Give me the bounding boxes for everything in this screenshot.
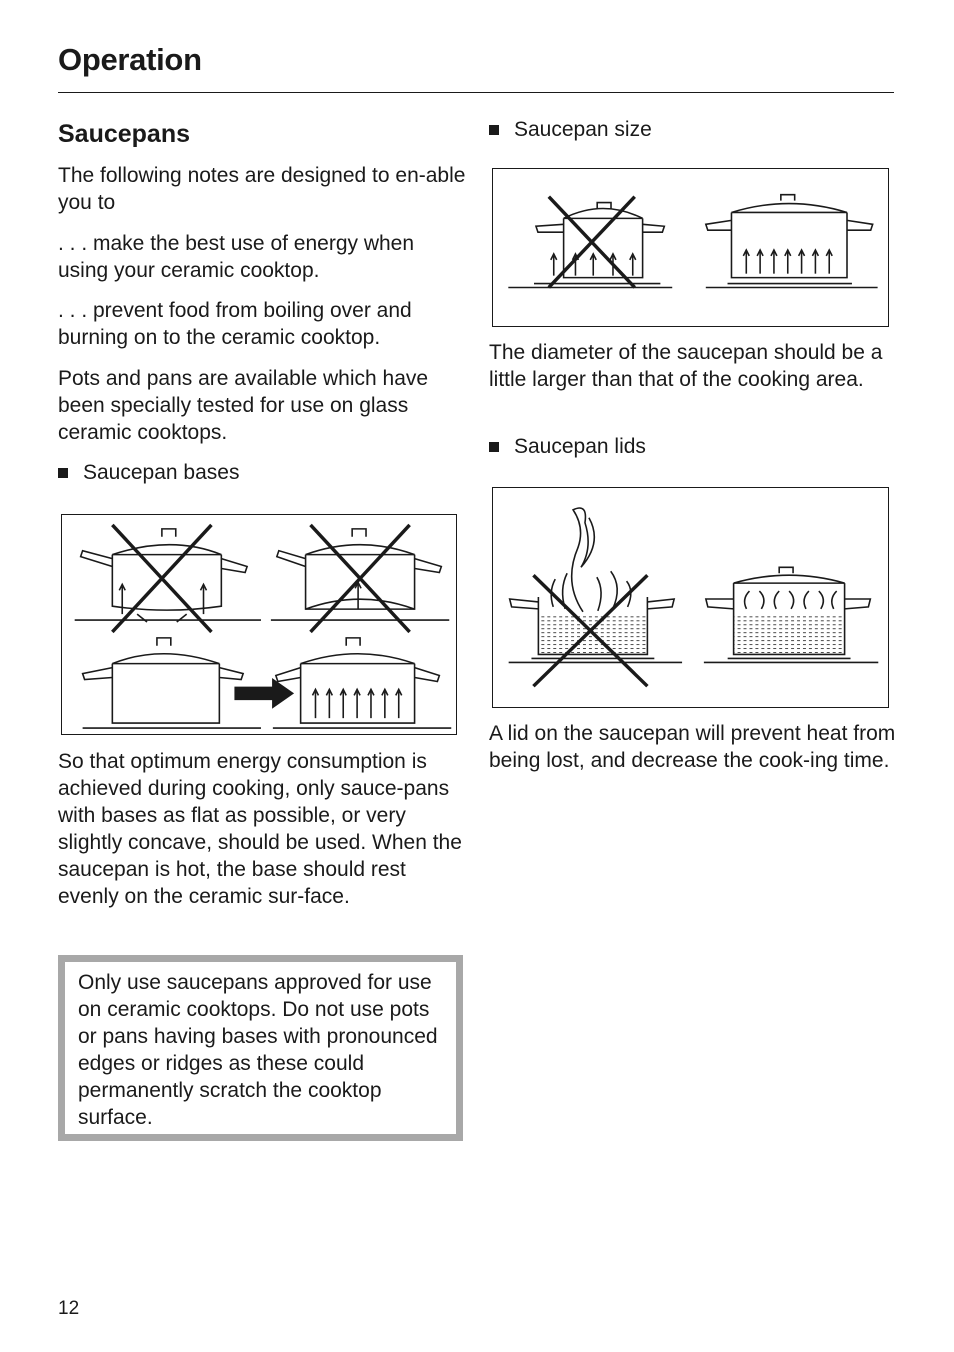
bullet-label: Saucepan size [514, 118, 652, 141]
warning-note-text: Only use saucepans approved for use on ceramic cooktops. Do not use pots or pans having bases with pronounced edges or ridges as these could permanently scratch the cooktop surface. [78, 971, 438, 1129]
saucepan-lids-figure [492, 487, 889, 708]
uncovered-pot-icon [509, 508, 682, 686]
small-pot-icon [508, 197, 672, 288]
boiling-point: . . . prevent food from boiling over and burning on to the ceramic cooktop. [58, 299, 412, 349]
bullet-saucepan-bases [58, 459, 468, 486]
right-arrow-icon [235, 679, 292, 707]
saucepan-size-figure [492, 168, 889, 327]
bullet-label: Saucepan bases [83, 461, 240, 484]
good-base-pot-icon [273, 638, 451, 728]
bullet-square-icon [58, 468, 68, 478]
lids-paragraph: A lid on the saucepan will prevent heat from being lost, and decrease the cook-ing time. [489, 722, 896, 772]
bullet-square-icon [489, 125, 499, 135]
bases-paragraph: So that optimum energy consumption is achieved during cooking, only sauce-pans with bases as flat as possible, or very slightly concave, should be used. When the saucepan is hot, the base should rest evenly on the ceramic sur-face. [58, 750, 462, 908]
saucepan-bases-figure [61, 514, 457, 735]
warning-note-box [58, 955, 463, 1141]
bullet-square-icon [489, 442, 499, 452]
energy-point: . . . make the best use of energy when using your ceramic cooktop. [58, 232, 415, 282]
saucepan-bases-illustration [62, 515, 456, 734]
saucepan-size-illustration [493, 169, 888, 326]
size-paragraph: The diameter of the saucepan should be a little larger than that of the cooking area. [489, 341, 883, 391]
convex-base-pot-icon [75, 525, 261, 632]
bullet-label: Saucepan lids [514, 435, 646, 458]
saucepan-lids-illustration [493, 488, 888, 707]
page-header-title: Operation [58, 42, 202, 77]
bullet-saucepan-lids [489, 433, 899, 460]
covered-pot-icon [704, 567, 878, 662]
flat-base-pot-icon [83, 638, 261, 728]
availability-paragraph: Pots and pans are available which have been specially tested for use on glass ceramic cooktops. [58, 367, 429, 444]
intro-paragraph: The following notes are designed to en-able you to [58, 164, 466, 214]
bullet-saucepan-size [489, 116, 899, 143]
steam-icon [572, 508, 595, 612]
page-number: 12 [58, 1298, 80, 1319]
section-title: Saucepans [58, 120, 191, 148]
header-rule [58, 92, 894, 93]
uneven-base-pot-icon [271, 525, 449, 632]
correct-size-pot-icon [706, 195, 878, 288]
